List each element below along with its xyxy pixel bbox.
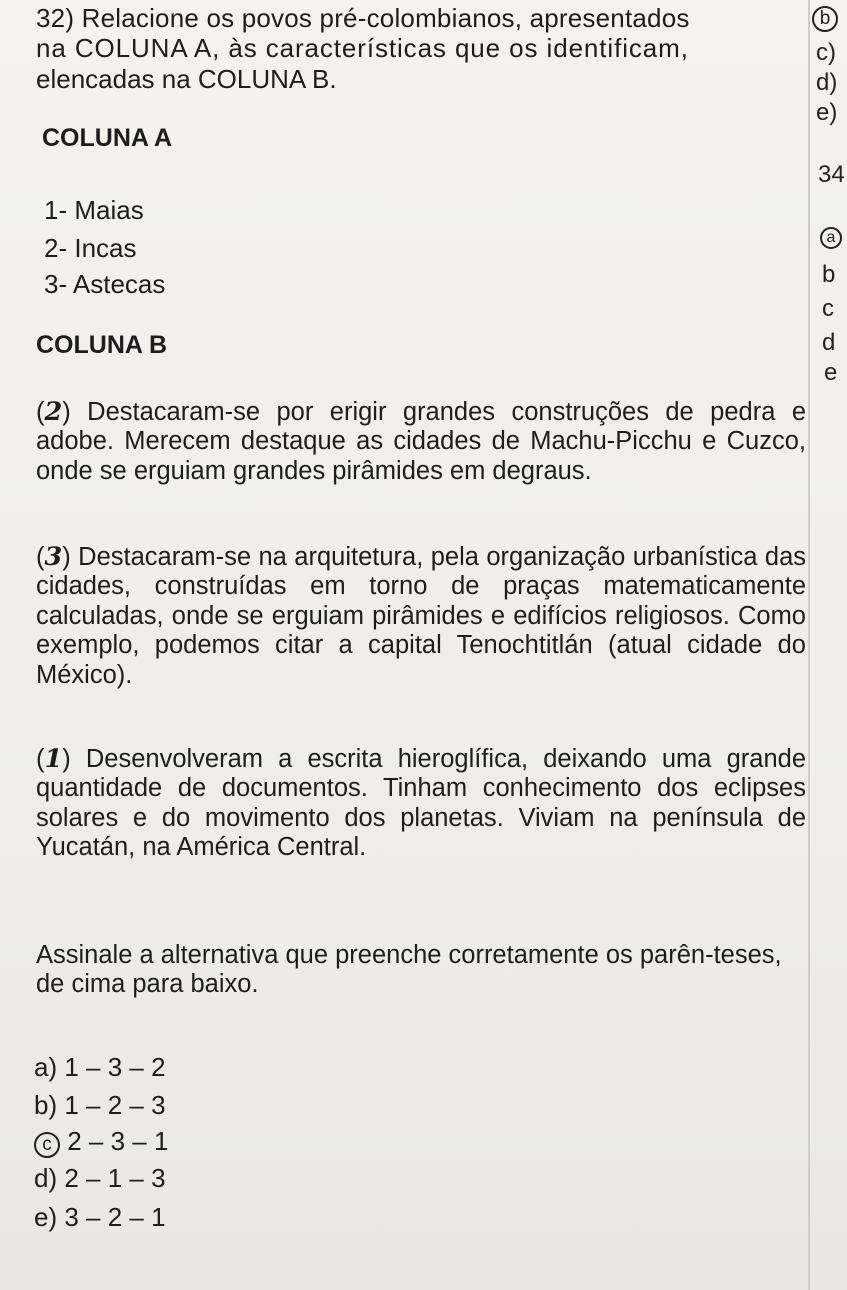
option-a-text: 1 – 3 – 2 (64, 1052, 166, 1082)
column-b-item-2: (3) Destacaram-se na arquitetura, pela organização urbanística das cidades, construídas em torno de praças matematicamente calculadas, onde se erguiam pirâmides e edifícios religiosos. Como exemplo, podemos citar a capital Tenochtitlán (atual cidade do México). (36, 542, 806, 689)
answer-mark-2: 3 (44, 542, 63, 572)
side-letter-a-circle: a (820, 227, 842, 249)
side-option-e: e) (816, 99, 838, 126)
column-b-item-1-text: Destacaram-se por erigir grandes construções de pedra e adobe. Merecem destaque as cidades de Machu-Picchu e Cuzco, onde se erguiam grandes pirâmides em degraus. (36, 398, 806, 485)
page-fold-divider (808, 0, 810, 1290)
column-b-item-3-text: Desenvolveram a escrita hieroglífica, deixando uma grande quantidade de documentos. Tinham conhecimento dos eclipses solares e do movimento dos planetas. Viviam na península de Yucatán, na América Central. (36, 745, 806, 862)
option-e-text: 3 – 2 – 1 (64, 1202, 166, 1232)
column-b-title: COLUNA B (36, 331, 168, 359)
side-letter-a (820, 222, 842, 249)
column-a-item-2: 2- Incas (44, 233, 137, 263)
option-a[interactable] (34, 1052, 166, 1082)
side-question-number: 34 (818, 161, 845, 188)
column-b-item-1: (2) Destacaram-se por erigir grandes construções de pedra e adobe. Merecem destaque as cidades de Machu-Picchu e Cuzco, onde se erguiam grandes pirâmides em degraus. (36, 397, 806, 485)
option-a-letter: a) (34, 1052, 58, 1082)
side-letter-e: e (824, 359, 838, 386)
side-letter-c: c (822, 295, 834, 322)
option-e[interactable] (34, 1202, 166, 1232)
side-option-b (812, 4, 838, 32)
option-c[interactable] (34, 1126, 168, 1158)
question-line-3: elencadas na COLUNA B. (36, 64, 337, 94)
option-c-text: 2 – 3 – 1 (67, 1126, 169, 1156)
column-a-title: COLUNA A (42, 124, 173, 152)
option-c-circled-letter: c (34, 1132, 60, 1158)
answer-mark-1: 2 (44, 397, 63, 427)
option-e-letter: e) (34, 1202, 58, 1232)
side-letter-d: d (822, 329, 836, 356)
side-letter-b: b (822, 261, 836, 288)
option-d-text: 2 – 1 – 3 (64, 1163, 166, 1193)
option-b-letter: b) (34, 1090, 58, 1120)
side-option-d: d) (816, 69, 838, 96)
side-option-c: c) (816, 39, 836, 66)
column-b-item-2-text: Destacaram-se na arquitetura, pela organização urbanística das cidades, construídas em torno de praças matematicamente calculadas, onde se erguiam pirâmides e edifícios religiosos. Como exemplo, podemos citar a capital Tenochtitlán (atual cidade do México). (36, 543, 806, 689)
option-d[interactable] (34, 1163, 166, 1193)
question-line-2: na COLUNA A, às características que os identificam, (36, 33, 689, 63)
instruction-text: Assinale a alternativa que preenche corretamente os parên-teses, de cima para baixo. (36, 941, 782, 999)
column-b-item-3: (1) Desenvolveram a escrita hieroglífica, deixando uma grande quantidade de documentos. Tinham conhecimento dos eclipses solares e do movimento dos planetas. Viviam na península de Yucatán, na América Central. (36, 744, 806, 862)
question-line-1: 32) Relacione os povos pré-colombianos, apresentados (36, 3, 690, 33)
side-option-b-circle: b (812, 6, 838, 32)
option-d-letter: d) (34, 1163, 58, 1193)
answer-mark-3: 1 (44, 744, 63, 774)
option-b-text: 1 – 2 – 3 (64, 1090, 166, 1120)
column-a-item-3: 3- Astecas (44, 269, 166, 299)
option-b[interactable] (34, 1090, 166, 1120)
column-a-item-1: 1- Maias (44, 195, 144, 225)
